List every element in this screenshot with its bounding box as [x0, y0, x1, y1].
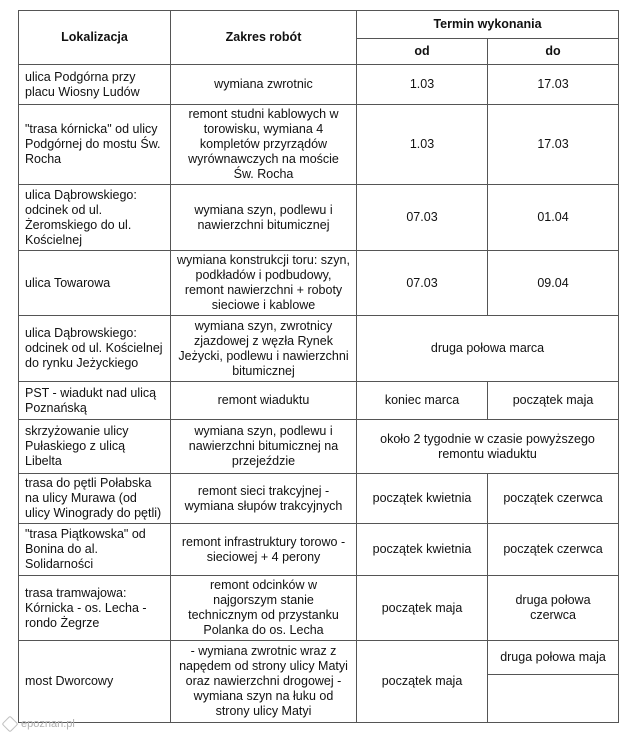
watermark-text: epoznan.pl: [21, 718, 75, 730]
to-cell: początek czerwca: [488, 474, 619, 524]
location-cell: ulica Dąbrowskiego: odcinek od ul. Kościelnej do rynku Jeżyckiego: [19, 316, 171, 382]
scope-cell: wymiana szyn, podlewu i nawierzchni bitumicznej: [171, 185, 357, 251]
location-cell: ulica Dąbrowskiego: odcinek od ul. Żeromskiego do ul. Kościelnej: [19, 185, 171, 251]
from-cell: 1.03: [357, 105, 488, 185]
scope-cell: remont odcinków w najgorszym stanie technicznym od przystanku Polanka do os. Lecha: [171, 576, 357, 641]
merged-term-cell: około 2 tygodnie w czasie powyższego remontu wiaduktu: [357, 420, 619, 474]
table-row: [19, 420, 619, 474]
table-row: [19, 65, 619, 105]
to-cell: 17.03: [488, 105, 619, 185]
to-cell-empty: [488, 675, 619, 723]
merged-term-cell: druga połowa marca: [357, 316, 619, 382]
scope-cell: wymiana szyn, podlewu i nawierzchni bitumicznej na przejeździe: [171, 420, 357, 474]
from-cell: początek maja: [357, 576, 488, 641]
watermark: [4, 718, 75, 730]
scope-cell: remont sieci trakcyjnej - wymiana słupów trakcyjnych: [171, 474, 357, 524]
table-row: [19, 382, 619, 420]
from-cell: początek maja: [357, 641, 488, 723]
scope-cell: remont infrastruktury torowo - sieciowej + 4 perony: [171, 524, 357, 576]
to-cell: początek maja: [488, 382, 619, 420]
to-cell: 17.03: [488, 65, 619, 105]
works-schedule-table: [18, 10, 619, 723]
scope-cell: remont wiaduktu: [171, 382, 357, 420]
to-cell: druga połowa czerwca: [488, 576, 619, 641]
from-cell: koniec marca: [357, 382, 488, 420]
header-scope: Zakres robót: [171, 11, 357, 65]
to-cell: 09.04: [488, 251, 619, 316]
from-cell: początek kwietnia: [357, 474, 488, 524]
header-from: od: [357, 39, 488, 65]
location-cell: ulica Podgórna przy placu Wiosny Ludów: [19, 65, 171, 105]
to-cell: 01.04: [488, 185, 619, 251]
scope-cell: remont studni kablowych w torowisku, wymiana 4 kompletów przyrządów wyrównawczych na moście Św. Rocha: [171, 105, 357, 185]
table-row: [19, 105, 619, 185]
scope-cell: wymiana konstrukcji toru: szyn, podkładów i podbudowy, remont nawierzchni + roboty sieciowe i kablowe: [171, 251, 357, 316]
location-cell: most Dworcowy: [19, 641, 171, 723]
header-to: do: [488, 39, 619, 65]
table-row: [19, 316, 619, 382]
location-cell: ulica Towarowa: [19, 251, 171, 316]
table-row: [19, 524, 619, 576]
header-location: Lokalizacja: [19, 11, 171, 65]
table-row: [19, 576, 619, 641]
table-row: [19, 251, 619, 316]
from-cell: 1.03: [357, 65, 488, 105]
table-row: [19, 185, 619, 251]
to-cell: druga połowa maja: [488, 641, 619, 675]
scope-cell: wymiana szyn, zwrotnicy zjazdowej z węzła Rynek Jeżycki, podlewu i nawierzchni bitumicznej: [171, 316, 357, 382]
location-cell: skrzyżowanie ulicy Pułaskiego z ulicą Libelta: [19, 420, 171, 474]
header-term: Termin wykonania: [357, 11, 619, 39]
location-cell: "trasa kórnicka" od ulicy Podgórnej do mostu Św. Rocha: [19, 105, 171, 185]
table-row: [19, 641, 619, 675]
location-cell: PST - wiadukt nad ulicą Poznańską: [19, 382, 171, 420]
scope-cell: - wymiana zwrotnic wraz z napędem od strony ulicy Matyi oraz nawierzchni drogowej - wymiana szyn na łuku od strony ulicy Matyi: [171, 641, 357, 723]
location-cell: "trasa Piątkowska" od Bonina do al. Solidarności: [19, 524, 171, 576]
from-cell: 07.03: [357, 185, 488, 251]
location-cell: trasa do pętli Połabska na ulicy Murawa (od ulicy Winogrady do pętli): [19, 474, 171, 524]
from-cell: początek kwietnia: [357, 524, 488, 576]
location-cell: trasa tramwajowa: Kórnicka - os. Lecha - rondo Żegrze: [19, 576, 171, 641]
table-row: [19, 474, 619, 524]
logo-icon: [2, 716, 19, 733]
from-cell: 07.03: [357, 251, 488, 316]
scope-cell: wymiana zwrotnic: [171, 65, 357, 105]
to-cell: początek czerwca: [488, 524, 619, 576]
